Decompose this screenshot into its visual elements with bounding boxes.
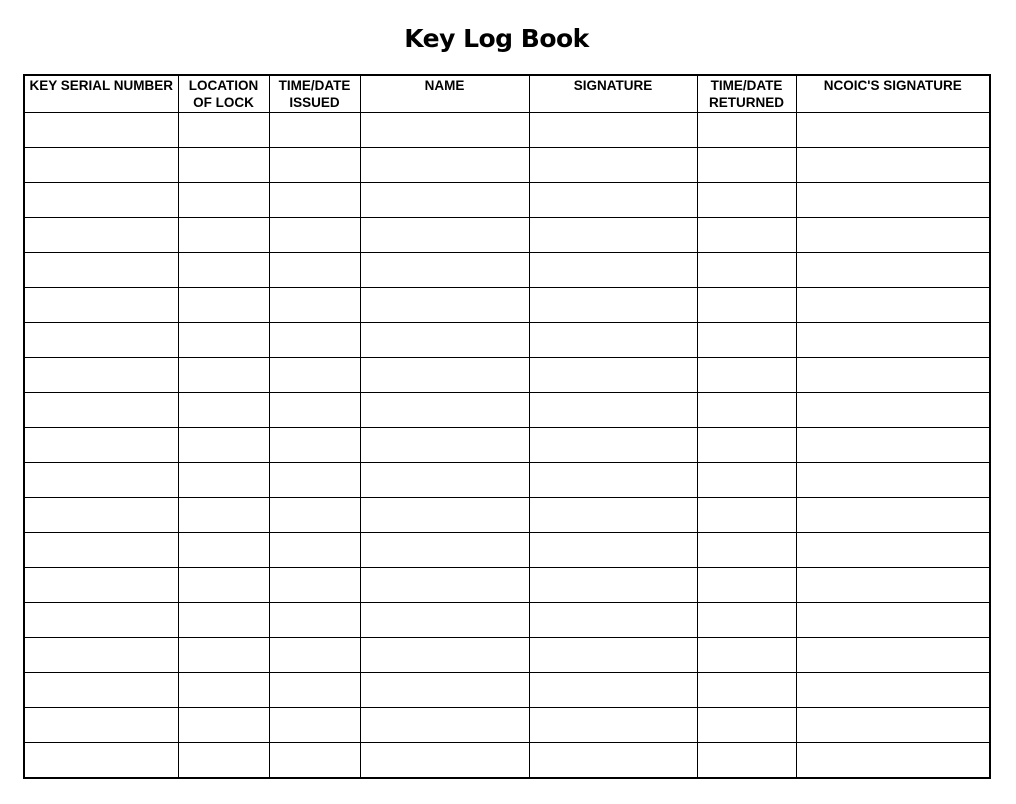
table-cell-name[interactable] xyxy=(360,428,529,463)
table-cell-location-of-lock[interactable] xyxy=(178,498,269,533)
table-cell-name[interactable] xyxy=(360,673,529,708)
table-cell-key-serial-number[interactable] xyxy=(24,428,178,463)
table-row xyxy=(24,638,990,673)
table-row xyxy=(24,113,990,148)
table-cell-signature[interactable] xyxy=(529,393,697,428)
table-cell-time-date-issued[interactable] xyxy=(269,673,360,708)
table-cell-signature[interactable] xyxy=(529,568,697,603)
table-cell-signature[interactable] xyxy=(529,218,697,253)
table-cell-signature[interactable] xyxy=(529,603,697,638)
table-cell-time-date-issued[interactable] xyxy=(269,428,360,463)
table-cell-location-of-lock[interactable] xyxy=(178,743,269,779)
table-cell-time-date-returned[interactable] xyxy=(697,743,796,779)
table-cell-ncoic-signature[interactable] xyxy=(796,673,990,708)
table-cell-signature[interactable] xyxy=(529,498,697,533)
column-header-text: LOCATION xyxy=(188,78,259,93)
table-cell-time-date-issued[interactable] xyxy=(269,253,360,288)
table-cell-location-of-lock[interactable] xyxy=(178,428,269,463)
table-cell-time-date-returned[interactable] xyxy=(697,253,796,288)
table-cell-location-of-lock[interactable] xyxy=(178,708,269,743)
table-cell-key-serial-number[interactable] xyxy=(24,708,178,743)
table-cell-key-serial-number[interactable] xyxy=(24,673,178,708)
table-cell-ncoic-signature[interactable] xyxy=(796,743,990,779)
table-cell-key-serial-number[interactable] xyxy=(24,603,178,638)
table-cell-key-serial-number[interactable] xyxy=(24,148,178,183)
table-row xyxy=(24,323,990,358)
table-cell-name[interactable] xyxy=(360,358,529,393)
column-header-text: SIGNATURE xyxy=(573,78,653,93)
column-header-text: NAME xyxy=(424,78,465,93)
column-header-text: TIME/DATE xyxy=(278,78,351,93)
table-cell-time-date-returned[interactable] xyxy=(697,568,796,603)
table-cell-ncoic-signature[interactable] xyxy=(796,183,990,218)
table-cell-name[interactable] xyxy=(360,148,529,183)
table-cell-key-serial-number[interactable] xyxy=(24,113,178,148)
table-cell-signature[interactable] xyxy=(529,708,697,743)
table-cell-signature[interactable] xyxy=(529,358,697,393)
table-row xyxy=(24,673,990,708)
table-cell-location-of-lock[interactable] xyxy=(178,568,269,603)
table-cell-name[interactable] xyxy=(360,708,529,743)
table-cell-time-date-issued[interactable] xyxy=(269,638,360,673)
key-log-table xyxy=(23,74,991,779)
table-cell-time-date-returned[interactable] xyxy=(697,288,796,323)
column-header-location-of-lock xyxy=(178,75,269,113)
table-row xyxy=(24,568,990,603)
column-header-key-serial-number xyxy=(24,75,178,113)
table-cell-location-of-lock[interactable] xyxy=(178,638,269,673)
column-header-ncoic-signature xyxy=(796,75,990,113)
table-cell-time-date-returned[interactable] xyxy=(697,463,796,498)
table-cell-name[interactable] xyxy=(360,323,529,358)
table-cell-key-serial-number[interactable] xyxy=(24,183,178,218)
table-cell-time-date-returned[interactable] xyxy=(697,533,796,568)
table-cell-signature[interactable] xyxy=(529,183,697,218)
table-cell-key-serial-number[interactable] xyxy=(24,323,178,358)
column-header-text: OF LOCK xyxy=(193,95,254,110)
header-row xyxy=(24,75,990,113)
table-cell-time-date-returned[interactable] xyxy=(697,673,796,708)
table-cell-ncoic-signature[interactable] xyxy=(796,393,990,428)
table-row xyxy=(24,743,990,779)
table-cell-location-of-lock[interactable] xyxy=(178,288,269,323)
table-cell-key-serial-number[interactable] xyxy=(24,288,178,323)
table-cell-time-date-issued[interactable] xyxy=(269,743,360,779)
table-cell-ncoic-signature[interactable] xyxy=(796,568,990,603)
table-cell-ncoic-signature[interactable] xyxy=(796,113,990,148)
table-row xyxy=(24,463,990,498)
column-header-text: RETURNED xyxy=(708,95,784,110)
table-cell-time-date-returned[interactable] xyxy=(697,498,796,533)
table-cell-ncoic-signature[interactable] xyxy=(796,638,990,673)
table-cell-signature[interactable] xyxy=(529,673,697,708)
table-cell-time-date-returned[interactable] xyxy=(697,323,796,358)
table-cell-location-of-lock[interactable] xyxy=(178,673,269,708)
table-cell-ncoic-signature[interactable] xyxy=(796,533,990,568)
table-row xyxy=(24,148,990,183)
table-cell-time-date-returned[interactable] xyxy=(697,393,796,428)
table-row xyxy=(24,533,990,568)
table-cell-name[interactable] xyxy=(360,253,529,288)
table-cell-signature[interactable] xyxy=(529,428,697,463)
table-cell-signature[interactable] xyxy=(529,638,697,673)
table-cell-time-date-issued[interactable] xyxy=(269,568,360,603)
table-cell-key-serial-number[interactable] xyxy=(24,568,178,603)
table-cell-time-date-issued[interactable] xyxy=(269,148,360,183)
table-cell-key-serial-number[interactable] xyxy=(24,358,178,393)
table-cell-name[interactable] xyxy=(360,463,529,498)
table-row xyxy=(24,288,990,323)
table-cell-location-of-lock[interactable] xyxy=(178,113,269,148)
table-cell-time-date-issued[interactable] xyxy=(269,323,360,358)
table-cell-time-date-returned[interactable] xyxy=(697,708,796,743)
table-cell-signature[interactable] xyxy=(529,288,697,323)
table-cell-time-date-issued[interactable] xyxy=(269,463,360,498)
table-cell-ncoic-signature[interactable] xyxy=(796,253,990,288)
table-cell-time-date-returned[interactable] xyxy=(697,358,796,393)
table-cell-key-serial-number[interactable] xyxy=(24,463,178,498)
table-cell-signature[interactable] xyxy=(529,463,697,498)
table-row xyxy=(24,253,990,288)
table-cell-key-serial-number[interactable] xyxy=(24,253,178,288)
column-header-text: TIME/DATE xyxy=(710,78,783,93)
table-cell-time-date-issued[interactable] xyxy=(269,113,360,148)
table-cell-key-serial-number[interactable] xyxy=(24,533,178,568)
table-cell-name[interactable] xyxy=(360,183,529,218)
table-cell-ncoic-signature[interactable] xyxy=(796,603,990,638)
column-header-text: KEY SERIAL NUMBER xyxy=(29,78,174,93)
table-cell-location-of-lock[interactable] xyxy=(178,603,269,638)
table-cell-time-date-returned[interactable] xyxy=(697,218,796,253)
table-cell-key-serial-number[interactable] xyxy=(24,218,178,253)
column-header-text: NCOIC'S SIGNATURE xyxy=(823,78,962,93)
table-cell-location-of-lock[interactable] xyxy=(178,463,269,498)
table-cell-ncoic-signature[interactable] xyxy=(796,708,990,743)
table-cell-time-date-returned[interactable] xyxy=(697,428,796,463)
table-cell-signature[interactable] xyxy=(529,148,697,183)
column-header-time-date-issued xyxy=(269,75,360,113)
table-row xyxy=(24,183,990,218)
table-cell-location-of-lock[interactable] xyxy=(178,183,269,218)
table-cell-key-serial-number[interactable] xyxy=(24,743,178,779)
table-cell-location-of-lock[interactable] xyxy=(178,253,269,288)
table-cell-key-serial-number[interactable] xyxy=(24,498,178,533)
table-cell-ncoic-signature[interactable] xyxy=(796,463,990,498)
table-cell-name[interactable] xyxy=(360,498,529,533)
table-cell-name[interactable] xyxy=(360,218,529,253)
table-cell-location-of-lock[interactable] xyxy=(178,393,269,428)
log-entries xyxy=(24,113,990,779)
table-cell-location-of-lock[interactable] xyxy=(178,358,269,393)
table-row xyxy=(24,708,990,743)
table-cell-time-date-returned[interactable] xyxy=(697,603,796,638)
table-row xyxy=(24,218,990,253)
table-cell-signature[interactable] xyxy=(529,323,697,358)
table-cell-signature[interactable] xyxy=(529,743,697,779)
table-cell-ncoic-signature[interactable] xyxy=(796,358,990,393)
table-row xyxy=(24,393,990,428)
table-cell-time-date-issued[interactable] xyxy=(269,288,360,323)
table-cell-signature[interactable] xyxy=(529,113,697,148)
table-cell-signature[interactable] xyxy=(529,533,697,568)
column-header-signature xyxy=(529,75,697,113)
table-cell-ncoic-signature[interactable] xyxy=(796,288,990,323)
table-cell-location-of-lock[interactable] xyxy=(178,533,269,568)
table-cell-key-serial-number[interactable] xyxy=(24,638,178,673)
column-header-name xyxy=(360,75,529,113)
table-cell-time-date-issued[interactable] xyxy=(269,498,360,533)
table-cell-time-date-returned[interactable] xyxy=(697,148,796,183)
table-cell-location-of-lock[interactable] xyxy=(178,148,269,183)
table-cell-time-date-issued[interactable] xyxy=(269,183,360,218)
table-cell-ncoic-signature[interactable] xyxy=(796,148,990,183)
table-cell-location-of-lock[interactable] xyxy=(178,218,269,253)
table-cell-name[interactable] xyxy=(360,288,529,323)
table-cell-ncoic-signature[interactable] xyxy=(796,428,990,463)
table-cell-time-date-issued[interactable] xyxy=(269,358,360,393)
table-cell-time-date-returned[interactable] xyxy=(697,113,796,148)
table-row xyxy=(24,358,990,393)
table-cell-name[interactable] xyxy=(360,113,529,148)
column-header-text: ISSUED xyxy=(289,95,340,110)
table-row xyxy=(24,428,990,463)
table-cell-ncoic-signature[interactable] xyxy=(796,218,990,253)
table-cell-name[interactable] xyxy=(360,568,529,603)
table-cell-name[interactable] xyxy=(360,743,529,779)
table-cell-time-date-issued[interactable] xyxy=(269,603,360,638)
table-cell-name[interactable] xyxy=(360,603,529,638)
table-cell-ncoic-signature[interactable] xyxy=(796,498,990,533)
table-row xyxy=(24,498,990,533)
table-cell-name[interactable] xyxy=(360,533,529,568)
table-row xyxy=(24,603,990,638)
table-cell-time-date-issued[interactable] xyxy=(269,708,360,743)
table-cell-time-date-issued[interactable] xyxy=(269,533,360,568)
document-title: Key Log Book xyxy=(404,24,589,53)
table-cell-signature[interactable] xyxy=(529,253,697,288)
table-cell-name[interactable] xyxy=(360,393,529,428)
table-cell-time-date-returned[interactable] xyxy=(697,638,796,673)
table-cell-key-serial-number[interactable] xyxy=(24,393,178,428)
table-cell-time-date-returned[interactable] xyxy=(697,183,796,218)
table-cell-time-date-issued[interactable] xyxy=(269,393,360,428)
table-cell-name[interactable] xyxy=(360,638,529,673)
table-cell-location-of-lock[interactable] xyxy=(178,323,269,358)
table-cell-time-date-issued[interactable] xyxy=(269,218,360,253)
table-cell-ncoic-signature[interactable] xyxy=(796,323,990,358)
column-header-time-date-returned xyxy=(697,75,796,113)
